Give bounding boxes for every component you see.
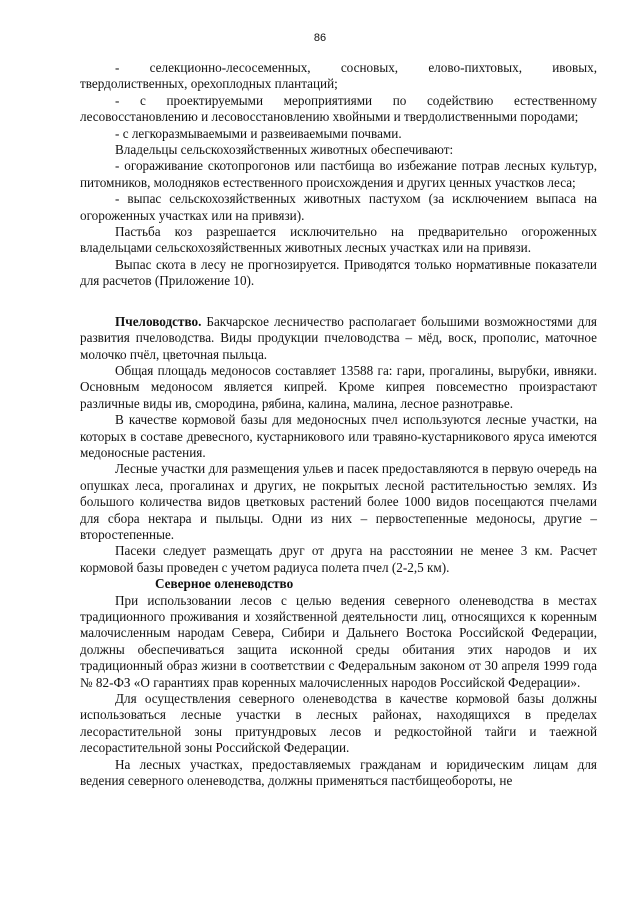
beekeeping-intro	[80, 314, 597, 363]
beekeeping-heading: Пчеловодство.	[115, 313, 202, 329]
apiary-plots-paragraph: Лесные участки для размещения ульев и пасек предоставляются в первую очередь на опушках леса, прогалинах и других, не покрытых лесной растительностью землях. Из большого количества видов цветковых растений более 1000 видов посещаются пчелами для сбора нектара и пыльцы. Одни из них – первостепенные медоносы, другие – второстепенные.	[80, 461, 597, 542]
list-item-fencing: - огораживание скотопрогонов или пастбища во избежание потрав лесных культур, питомников, молодняков естественного происхождения и других ценных участков леса;	[80, 158, 597, 190]
grazing-forecast-paragraph: Выпас скота в лесу не прогнозируется. Приводятся только нормативные показатели для расчетов (Приложение 10).	[80, 256, 597, 289]
owners-intro: Владельцы сельскохозяйственных животных обеспечивают:	[115, 142, 454, 158]
reindeer-pasture-paragraph: На лесных участках, предоставляемых гражданам и юридическим лицам для ведения северного оленеводства, должны применяться пастбищеобороты, не	[80, 756, 597, 789]
honey-plants-area-paragraph: Общая площадь медоносов составляет 13588 га: гари, прогалины, вырубки, ивняки. Основным медоносом является кипрей. Кроме кипрея повсеместно произрастают различные виды ив, смородина, рябина, калина, малина, лесное разнотравье.	[80, 362, 597, 411]
document-body	[80, 60, 597, 789]
reindeer-heading: Северное оленеводство	[155, 576, 294, 592]
list-item-reforestation: - с проектируемыми мероприятиями по содействию естественному лесовосстановлению и лесовосстановлению хвойными и твердолиственными породами;	[80, 92, 597, 125]
apiary-distance-paragraph: Пасеки следует размещать друг от друга на расстоянии не менее 3 км. Расчет кормовой базы проведен с учетом радиуса полета пчел (2-2,5 км).	[80, 543, 597, 575]
goats-paragraph: Пастьба коз разрешается исключительно на предварительно огороженных владельцами сельскохозяйственных животных лесных участках или на привязи.	[80, 224, 597, 256]
list-item-plantations: - селекционно-лесосеменных, сосновых, елово-пихтовых, ивовых, твердолиственных, орехоплодных плантаций;	[80, 60, 597, 92]
page-number: 86	[313, 32, 327, 44]
beekeeping-intro-text: Бакчарское лесничество располагает большими возможностями для развития пчеловодства. Виды продукции пчеловодства – мёд, воск, прополис, маточное молочко пчёл, цветочная пыльца.	[80, 313, 597, 362]
reindeer-law-paragraph: При использовании лесов с целью ведения северного оленеводства в местах традиционного проживания и хозяйственной деятельности лиц, относящихся к коренным малочисленным народам Севера, Сибири и Дальнего Востока Российской Федерации, должны обеспечиваться защита исконной среды обитания этих народов и их традиционный образ жизни в соответствии с Федеральным законом от 30 апреля 1999 года № 82-ФЗ «О гарантиях прав коренных малочисленных народов Российской Федерации».	[80, 592, 597, 690]
list-item-soils: - с легкоразмываемыми и развеиваемыми почвами.	[115, 125, 402, 141]
reindeer-forage-paragraph: Для осуществления северного оленеводства в качестве кормовой базы должны использоваться лесные участки в лесных районах, находящихся в пределах лесорастительной зоны притундровых лесов и редкостойной тайги и таежной лесорастительной зоны Российской Федерации.	[80, 691, 597, 756]
list-item-herding: - выпас сельскохозяйственных животных пастухом (за исключением выпаса на огороженных участках или на привязи).	[80, 191, 597, 223]
forage-base-paragraph: В качестве кормовой базы для медоносных пчел используются лесные участки, на которых в составе древесного, кустарникового или травяно-кустарникового яруса имеются медоносные растения.	[80, 412, 597, 460]
